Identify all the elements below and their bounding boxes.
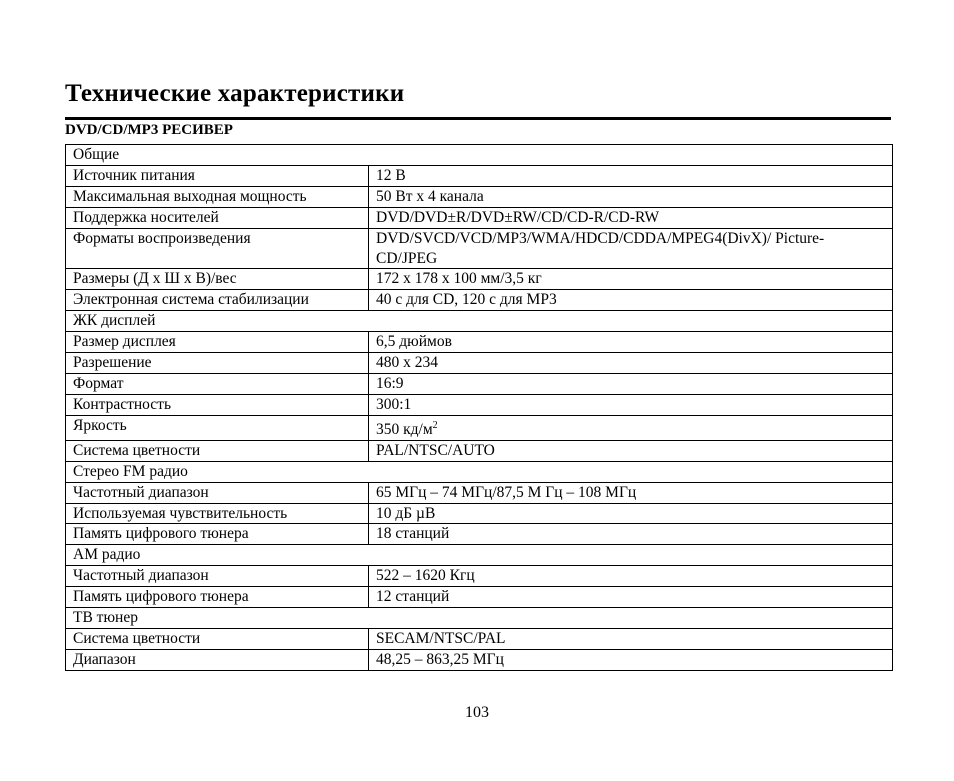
am-range-label: Частотный диапазон	[66, 566, 369, 587]
table-row	[66, 503, 893, 524]
group-row-lcd	[66, 311, 893, 332]
dimensions-label: Размеры (Д x Ш x В)/вес	[66, 269, 369, 290]
group-tv-label: ТВ тюнер	[66, 608, 893, 629]
title-divider	[65, 117, 891, 120]
resolution-label: Разрешение	[66, 353, 369, 374]
table-row	[66, 269, 893, 290]
power-value: 12 В	[369, 165, 893, 186]
table-row	[66, 566, 893, 587]
group-row-am	[66, 545, 893, 566]
media-value: DVD/DVD±R/DVD±RW/CD/CD-R/CD-RW	[369, 207, 893, 228]
tv-color-label: Система цветности	[66, 629, 369, 650]
am-memory-value: 12 станций	[369, 587, 893, 608]
fm-memory-value: 18 станций	[369, 524, 893, 545]
media-label: Поддержка носителей	[66, 207, 369, 228]
group-row-fm	[66, 461, 893, 482]
stabilization-value: 40 с для CD, 120 с для MP3	[369, 290, 893, 311]
power-label: Источник питания	[66, 165, 369, 186]
table-row	[66, 165, 893, 186]
group-row-general	[66, 145, 893, 166]
brightness-value: 350 кд/м	[376, 420, 433, 438]
table-row	[66, 482, 893, 503]
fm-sensitivity-value: 10 дБ µВ	[369, 503, 893, 524]
fm-sensitivity-label: Используемая чувствительность	[66, 503, 369, 524]
table-row	[66, 415, 893, 440]
table-row	[66, 649, 893, 670]
contrast-label: Контрастность	[66, 394, 369, 415]
table-row	[66, 353, 893, 374]
table-row	[66, 629, 893, 650]
color-system-label: Система цветности	[66, 440, 369, 461]
table-row	[66, 186, 893, 207]
am-range-value: 522 – 1620 Кгц	[369, 566, 893, 587]
resolution-value: 480 x 234	[369, 353, 893, 374]
group-row-tv	[66, 608, 893, 629]
table-row	[66, 373, 893, 394]
dimensions-value: 172 x 178 x 100 мм/3,5 кг	[369, 269, 893, 290]
color-system-value: PAL/NTSC/AUTO	[369, 440, 893, 461]
fm-range-label: Частотный диапазон	[66, 482, 369, 503]
group-lcd-label: ЖК дисплей	[66, 311, 893, 332]
table-row	[66, 587, 893, 608]
table-row	[66, 440, 893, 461]
aspect-value: 16:9	[369, 373, 893, 394]
am-memory-label: Память цифрового тюнера	[66, 587, 369, 608]
tv-range-value: 48,25 – 863,25 МГц	[369, 649, 893, 670]
formats-label: Форматы воспроизведения	[66, 228, 369, 269]
stabilization-label: Электронная система стабилизации	[66, 290, 369, 311]
table-row	[66, 207, 893, 228]
max-output-label: Максимальная выходная мощность	[66, 186, 369, 207]
aspect-label: Формат	[66, 373, 369, 394]
group-am-label: AM радио	[66, 545, 893, 566]
brightness-unit-exponent: 2	[432, 419, 438, 431]
tv-range-label: Диапазон	[66, 649, 369, 670]
contrast-value: 300:1	[369, 394, 893, 415]
table-row	[66, 332, 893, 353]
table-row	[66, 228, 893, 269]
specifications-table	[65, 144, 893, 671]
display-size-value: 6,5 дюймов	[369, 332, 893, 353]
formats-value: DVD/SVCD/VCD/MP3/WMA/HDCD/CDDA/MPEG4(DivX)/ Picture-CD/JPEG	[369, 228, 893, 269]
display-size-label: Размер дисплея	[66, 332, 369, 353]
tv-color-value: SECAM/NTSC/PAL	[369, 629, 893, 650]
fm-memory-label: Память цифрового тюнера	[66, 524, 369, 545]
table-row	[66, 394, 893, 415]
brightness-value-cell	[369, 415, 893, 440]
group-general-label: Общие	[66, 145, 893, 166]
table-row	[66, 290, 893, 311]
brightness-label: Яркость	[66, 415, 369, 440]
group-fm-label: Стерео FM радио	[66, 461, 893, 482]
max-output-value: 50 Вт x 4 канала	[369, 186, 893, 207]
page-title: Технические характеристики	[65, 80, 405, 107]
page-number: 103	[465, 704, 489, 721]
section-title: DVD/CD/MP3 РЕСИВЕР	[65, 122, 233, 138]
fm-range-value: 65 МГц – 74 МГц/87,5 М Гц – 108 МГц	[369, 482, 893, 503]
table-row	[66, 524, 893, 545]
